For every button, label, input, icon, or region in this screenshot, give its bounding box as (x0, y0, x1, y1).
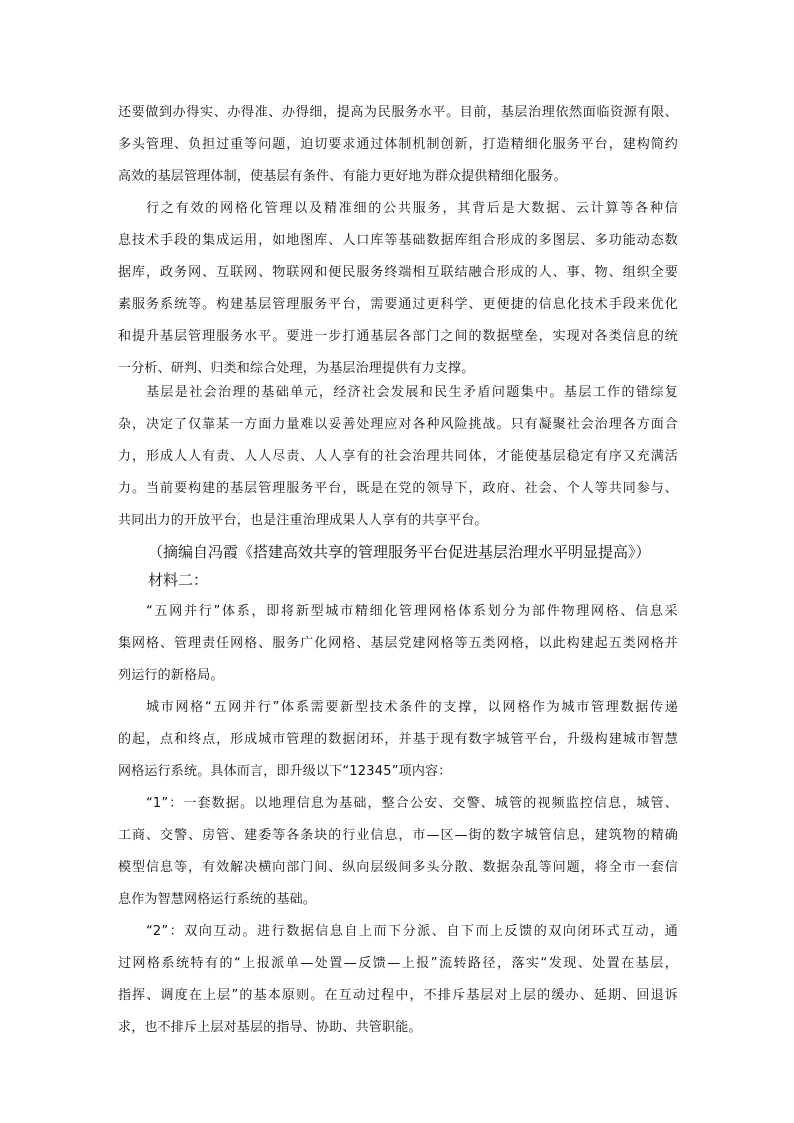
text-line: 行之有效的网格化管理以及精准细的公共服务，其背后是大数据、云计算等各种信 (146, 201, 678, 216)
text-line: “1”：一套数据。以地理信息为基础，整合公安、交警、城管的视频监控信息，城管、 (146, 796, 678, 811)
text-line: 杂，决定了仅靠某一方面力量难以妥善处理应对各种风险挑战。只有凝聚社会治理各方面合 (118, 417, 678, 432)
text-line: 工商、交警、房管、建委等各条块的行业信息，市—区—街的数字城管信息，建筑物的精确 (118, 828, 678, 843)
text-line: 求，也不排斥上层对基层的指导、协助、共管职能。 (118, 1020, 422, 1035)
paragraph-3 (118, 377, 678, 537)
text-line: 基层是社会治理的基础单元，经济社会发展和民生矛盾问题集中。基层工作的错综复 (146, 385, 678, 400)
paragraph-7 (118, 916, 678, 1044)
text-line: “2”：双向互动。进行数据信息自上而下分派、自下而上反馈的双向闭环式互动，通 (146, 924, 678, 939)
text-line: 网格运行系统。具体而言，即升级以下“12345”项内容： (118, 764, 452, 779)
text-line: 城市网格“五网并行”体系需要新型技术条件的支撑，以网格作为城市管理数据传递 (146, 700, 678, 715)
text-line: 模型信息等，有效解决横向部门间、纵向层级间多头分散、数据杂乱等问题，将全市一套信 (118, 860, 678, 875)
paragraph-6 (118, 788, 678, 916)
paragraph-2 (118, 193, 678, 385)
text-line: 高效的基层管理体制，使基层有条件、有能力更好地为群众提供精细化服务。 (118, 169, 567, 184)
text-line: 力。当前要构建的基层管理服务平台，既是在党的领导下，政府、社会、个人等共同参与、 (118, 481, 678, 496)
text-line: 的起，点和终点，形成城市管理的数据闭环，并基于现有数字城管平台，升级构建城市智慧 (118, 732, 678, 747)
text-line: 和提升基层管理服务水平。要进一步打通基层各部门之间的数据壁垒，实现对各类信息的统 (118, 329, 678, 344)
text-line: 一分析、研判、归类和综合处理，为基层治理提供有力支撑。 (118, 361, 475, 376)
source-citation: （摘编自冯霞《搭建高效共享的管理服务平台促进基层治理水平明显提高》） (148, 544, 651, 561)
text-line: 息技术手段的集成运用，如地图库、人口库等基础数据库组合形成的多图层、多功能动态数 (118, 233, 678, 248)
text-line: “五网并行”体系，即将新型城市精细化管理网格体系划分为部件物理网格、信息采 (146, 604, 678, 619)
text-line: 多头管理、负担过重等问题，迫切要求通过体制机制创新，打造精细化服务平台，建构简约 (118, 137, 678, 152)
text-line: 力，形成人人有责、人人尽责、人人享有的社会治理共同体，才能使基层稳定有序又充满活 (118, 449, 678, 464)
text-line: 据库，政务网、互联网、物联网和便民服务终端相互联结融合形成的人、事、物、组织全要 (118, 265, 678, 280)
paragraph-1 (118, 97, 678, 193)
text-line: 息作为智慧网格运行系统的基础。 (118, 892, 317, 907)
section-heading: 材料二： (148, 572, 209, 589)
text-line: 集网格、管理责任网格、服务广化网格、基层党建网格等五类网格，以此构建起五类网格并 (118, 636, 678, 651)
paragraph-5 (118, 692, 678, 788)
text-line: 素服务系统等。构建基层管理服务平台，需要通过更科学、更便捷的信息化技术手段来优化 (118, 297, 678, 312)
text-line: 指挥、调度在上层”的基本原则。在互动过程中，不排斥基层对上层的缓办、延期、回退诉 (118, 988, 678, 1003)
text-line: 列运行的新格局。 (118, 668, 224, 683)
text-line: 还要做到办得实、办得准、办得细，提高为民服务水平。目前，基层治理依然面临资源有限、 (118, 105, 678, 120)
text-line: 过网格系统特有的“上报派单—处置—反馈—上报”流转路径，落实“发现、处置在基层， (118, 956, 678, 971)
paragraph-4 (118, 596, 678, 692)
text-line: 共同出力的开放平台，也是注重治理成果人人享有的共享平台。 (118, 513, 488, 528)
